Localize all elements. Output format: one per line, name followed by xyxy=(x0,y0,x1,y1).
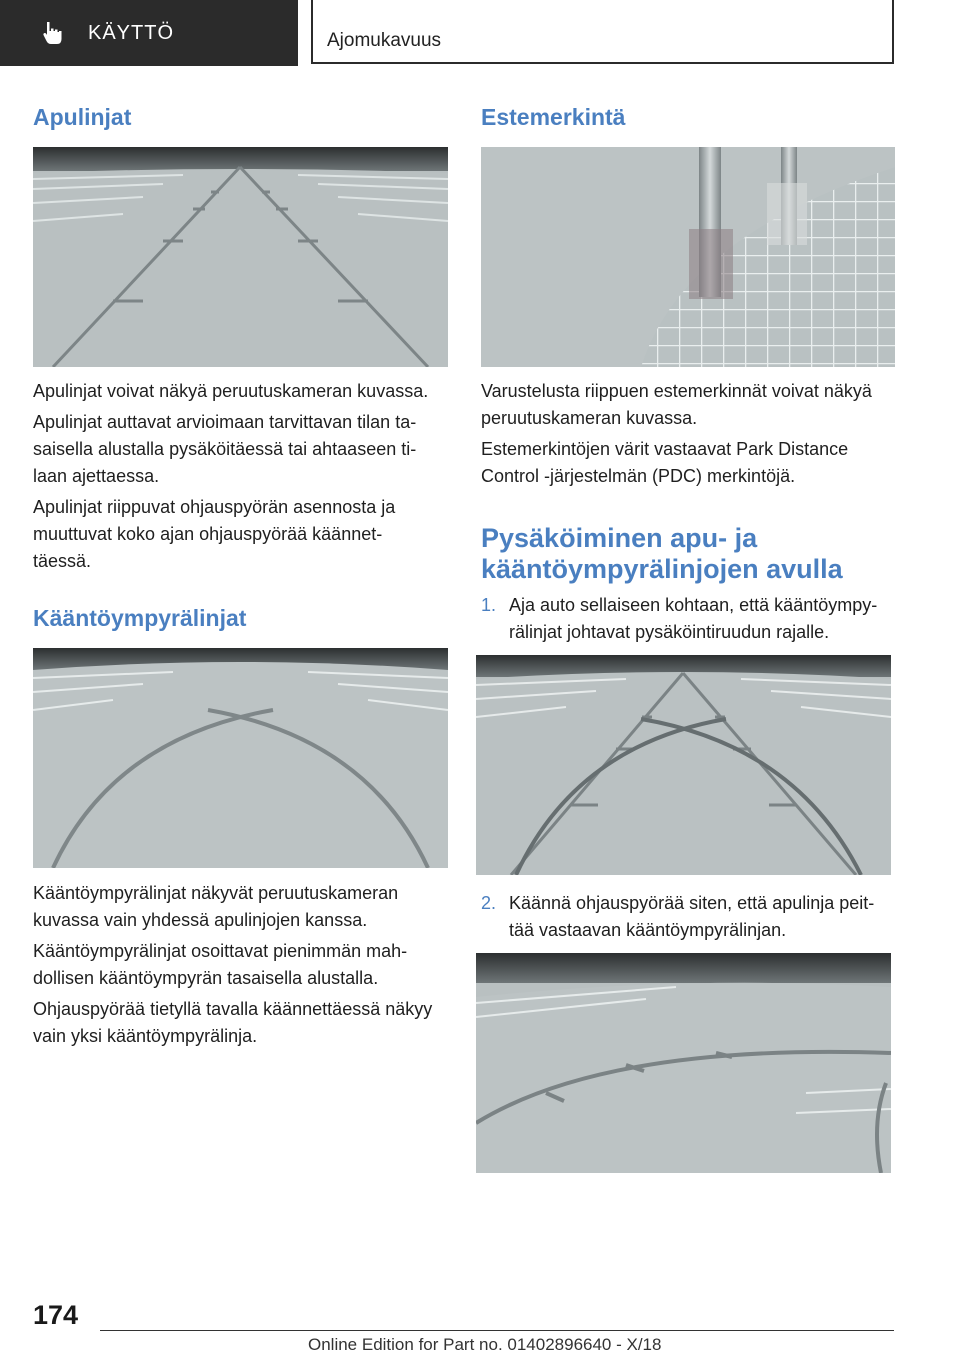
chapter-title: Ajomukavuus xyxy=(327,30,442,51)
page-number: 174 xyxy=(33,1300,79,1330)
apulinjat-p2-line2: saisella alustalla pysäköitäessä tai ahtaaseen ti- xyxy=(33,439,417,459)
chapter-header xyxy=(311,0,894,64)
kaanto-p2-line1: Kääntöympyrälinjat osoittavat pienimmän mah- xyxy=(33,941,408,961)
step-2-number: 2. xyxy=(481,893,497,913)
pointing-hand-icon xyxy=(40,20,66,46)
heading-pysakoiminen-line2: kääntöympyrälinjojen avulla xyxy=(481,554,843,584)
step-2-text-line2: tää vastaavan kääntöympyrälinjan. xyxy=(509,920,787,940)
apulinjat-p1: Apulinjat voivat näkyä peruutuskameran kuvassa. xyxy=(33,381,429,401)
este-p1-line2: peruutuskameran kuvassa. xyxy=(481,408,698,428)
parking-step1-figure xyxy=(476,655,891,875)
section-tab xyxy=(0,0,298,66)
kaanto-p3-line2: vain yksi kääntöympyrälinja. xyxy=(33,1026,258,1046)
heading-apulinjat: Apulinjat xyxy=(33,104,132,130)
step-1 xyxy=(481,592,895,619)
kaanto-p3-line1: Ohjauspyörää tietyllä tavalla käännettäessä näkyy xyxy=(33,999,433,1019)
apulinjat-p3-line3: täessä. xyxy=(33,551,92,571)
kaanto-p2-line2: dollisen kääntöympyrän tasaisella alustalla. xyxy=(33,968,379,988)
kaanto-p1-line2: kuvassa vain yhdessä apulinjojen kanssa. xyxy=(33,910,368,930)
kaanto-p1-line1: Kääntöympyrälinjat näkyvät peruutuskameran xyxy=(33,883,399,903)
este-p2-line1: Estemerkintöjen värit vastaavat Park Distance xyxy=(481,439,849,459)
este-p1-line1: Varustelusta riippuen estemerkinnät voivat näkyä xyxy=(481,381,872,401)
step-2 xyxy=(481,890,895,917)
footer-divider xyxy=(100,1330,894,1331)
step-1-text-line1: Aja auto sellaiseen kohtaan, että kääntöympy- xyxy=(509,595,878,615)
step-2-text-line1: Käännä ohjauspyörää siten, että apulinja peit- xyxy=(509,893,875,913)
section-label: KÄYTTÖ xyxy=(88,21,175,44)
turning-circle-figure xyxy=(33,648,448,868)
apulinjat-p2-line3: laan ajettaessa. xyxy=(33,466,160,486)
heading-estemerkinta: Estemerkintä xyxy=(481,104,626,130)
parking-step2-figure xyxy=(476,953,891,1173)
footer-edition: Online Edition for Part no. 01402896640 - X/18 xyxy=(308,1335,662,1354)
guide-lines-figure xyxy=(33,147,448,367)
obstacle-marking-figure xyxy=(481,147,895,367)
heading-pysakoiminen-line1: Pysäköiminen apu- ja xyxy=(481,523,758,553)
apulinjat-p3-line2: muuttuvat koko ajan ohjauspyörää käännet- xyxy=(33,524,383,544)
apulinjat-p2-line1: Apulinjat auttavat arvioimaan tarvittavan tilan ta- xyxy=(33,412,417,432)
heading-kaantoympyralinjat: Kääntöympyrälinjat xyxy=(33,605,247,631)
apulinjat-p3-line1: Apulinjat riippuvat ohjauspyörän asennosta ja xyxy=(33,497,396,517)
este-p2-line2: Control -järjestelmän (PDC) merkintöjä. xyxy=(481,466,796,486)
step-1-number: 1. xyxy=(481,595,497,615)
step-1-text-line2: rälinjat johtavat pysäköintiruudun rajalle. xyxy=(509,622,830,642)
